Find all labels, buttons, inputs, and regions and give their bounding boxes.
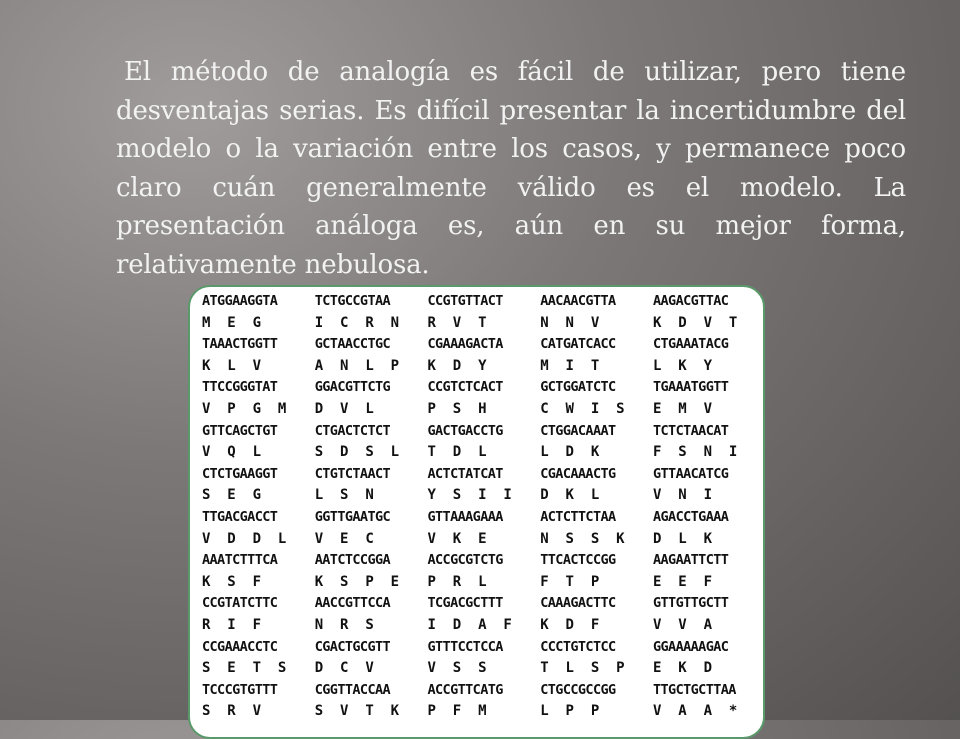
amino-acid-block: D C V bbox=[314, 660, 374, 677]
amino-acid-block: P R L bbox=[427, 573, 487, 590]
dna-codon-block: AAGACGTTAC bbox=[653, 293, 729, 309]
amino-acid-block: V Q L bbox=[202, 444, 262, 461]
dna-codon-block: GTTTCCTCCA bbox=[427, 638, 503, 655]
amino-acid-block: N R S bbox=[314, 617, 374, 633]
amino-acid-block: P S H bbox=[427, 401, 487, 417]
dna-codon-block: TGAAATGGTT bbox=[653, 379, 729, 396]
sequence-image-panel bbox=[188, 285, 765, 739]
amino-acid-row bbox=[202, 311, 757, 335]
amino-acid-block: V D D L bbox=[202, 530, 287, 547]
amino-acid-block: S D S L bbox=[314, 444, 400, 461]
amino-acid-row bbox=[202, 570, 757, 594]
amino-acid-block: L P P bbox=[540, 703, 600, 720]
amino-acid-block: V N I bbox=[653, 487, 713, 504]
dna-codon-block: CCCTGTCTCC bbox=[540, 638, 616, 655]
amino-acid-block: S E T S bbox=[202, 660, 287, 677]
dna-codon-block: AGACCTGAAA bbox=[653, 509, 729, 525]
dna-sequence-row bbox=[202, 635, 757, 659]
amino-acid-block: D V L bbox=[314, 401, 374, 417]
amino-acid-row bbox=[202, 483, 757, 507]
amino-acid-block: N N V bbox=[540, 314, 600, 331]
amino-acid-block: K S F bbox=[202, 573, 262, 590]
amino-acid-block: F T P bbox=[540, 573, 600, 590]
amino-acid-block: K S P E bbox=[314, 573, 400, 590]
amino-acid-row bbox=[202, 656, 757, 680]
amino-acid-block: D K L bbox=[540, 487, 600, 504]
dna-codon-block: TCGACGCTTT bbox=[427, 595, 503, 612]
amino-acid-block: K D F bbox=[540, 617, 600, 633]
dna-codon-block: AAATCTTTCA bbox=[202, 552, 278, 569]
dna-codon-block: GTTAACATCG bbox=[653, 465, 729, 482]
body-paragraph: El método de analogía es fácil de utilizar, pero tiene desventajas serias. Es difícil presentar la incertidumbre del modelo o la variación entre los casos, y permanece poco claro cuán generalmente válido es el modelo. La presentación análoga es, aún en su mejor forma, relativamente nebulosa. bbox=[116, 57, 906, 280]
amino-acid-row bbox=[202, 440, 757, 464]
amino-acid-block: V K E bbox=[427, 530, 487, 547]
amino-acid-block: V A A * bbox=[653, 703, 738, 720]
amino-acid-block: E M V bbox=[653, 401, 713, 417]
dna-sequence-row bbox=[202, 548, 757, 572]
dna-codon-block: CCGTCTCACT bbox=[427, 379, 503, 396]
dna-sequence-row bbox=[202, 462, 757, 486]
amino-acid-row bbox=[202, 613, 757, 637]
amino-acid-block: S R V bbox=[202, 703, 262, 720]
amino-acid-row bbox=[202, 397, 757, 421]
dna-codon-block: GCTAACCTGC bbox=[314, 336, 391, 353]
dna-codon-block: AAGAATTCTT bbox=[653, 552, 729, 569]
amino-acid-block: S V T K bbox=[314, 703, 400, 720]
dna-codon-block: CCGAAACCTC bbox=[202, 638, 278, 655]
dna-codon-block: GGTTGAATGC bbox=[314, 509, 391, 525]
amino-acid-block: Y S I I bbox=[427, 487, 512, 504]
amino-acid-block: F S N I bbox=[653, 444, 738, 461]
dna-codon-block: ATGGAAGGTA bbox=[202, 293, 278, 309]
dna-sequence-row bbox=[202, 419, 757, 443]
dna-sequence-row bbox=[202, 591, 757, 615]
dna-codon-block: TTGCTGCTTAA bbox=[653, 681, 736, 698]
dna-codon-block: CTGCCGCCGG bbox=[540, 681, 616, 698]
dna-codon-block: ACCGCGTCTG bbox=[427, 552, 503, 569]
dna-codon-block: TTCCGGGTAT bbox=[202, 379, 278, 396]
amino-acid-block: T D L bbox=[427, 444, 487, 461]
amino-acid-block: V S S bbox=[427, 660, 487, 677]
amino-acid-block: P F M bbox=[427, 703, 487, 720]
amino-acid-block: K L V bbox=[202, 357, 262, 374]
dna-codon-block: GGAAAAAGAC bbox=[653, 638, 729, 655]
amino-acid-block: D L K bbox=[653, 530, 713, 547]
dna-codon-block: ACTCTTCTAA bbox=[540, 509, 616, 525]
dna-codon-block: CTGAAATACG bbox=[653, 336, 729, 353]
dna-codon-block: GGACGTTCTG bbox=[314, 379, 391, 396]
amino-acid-block: T L S P bbox=[540, 660, 625, 677]
amino-acid-block: K D Y bbox=[427, 357, 487, 374]
amino-acid-block: N S S K bbox=[540, 530, 625, 547]
amino-acid-block: M E G bbox=[202, 314, 262, 331]
amino-acid-block: M I T bbox=[540, 357, 600, 374]
amino-acid-block: E K D bbox=[653, 660, 713, 677]
dna-codon-block: CTGTCTAACT bbox=[314, 465, 391, 482]
amino-acid-block: R I F bbox=[202, 617, 262, 633]
dna-codon-block: ACCGTTCATG bbox=[427, 681, 503, 698]
dna-codon-block: ACTCTATCAT bbox=[427, 465, 503, 482]
amino-acid-block: V E C bbox=[314, 530, 374, 547]
dna-codon-block: TTCACTCCGG bbox=[540, 552, 616, 569]
dna-codon-block: AACCGTTCCA bbox=[314, 595, 391, 612]
amino-acid-block: V V A bbox=[653, 617, 713, 633]
amino-acid-block: K D V T bbox=[653, 314, 738, 331]
amino-acid-block: I D A F bbox=[427, 617, 512, 633]
amino-acid-row bbox=[202, 354, 757, 378]
dna-codon-block: CGAAAGACTA bbox=[427, 336, 503, 353]
dna-codon-block: TAAACTGGTT bbox=[202, 336, 278, 353]
dna-codon-block: CCGTGTTACT bbox=[427, 293, 503, 309]
dna-codon-block: CGACTGCGTT bbox=[314, 638, 391, 655]
amino-acid-block: E E F bbox=[653, 573, 713, 590]
dna-codon-block: GACTGACCTG bbox=[427, 422, 503, 439]
dna-codon-block: CAAAGACTTC bbox=[540, 595, 616, 612]
dna-codon-block: TCTCTAACAT bbox=[653, 422, 729, 439]
dna-codon-block: AATCTCCGGA bbox=[314, 552, 391, 569]
amino-acid-block: C W I S bbox=[540, 401, 625, 417]
amino-acid-block: L S N bbox=[314, 487, 374, 504]
dna-sequence-row bbox=[202, 505, 757, 529]
dna-codon-block: AACAACGTTA bbox=[540, 293, 616, 309]
dna-codon-block: CTGACTCTCT bbox=[314, 422, 391, 439]
amino-acid-block: I C R N bbox=[314, 314, 400, 331]
dna-codon-block: GTTGTTGCTT bbox=[653, 595, 729, 612]
amino-acid-block: A N L P bbox=[314, 357, 400, 374]
dna-codon-block: TCCCGTGTTT bbox=[202, 681, 278, 698]
dna-codon-block: TCTGCCGTAA bbox=[314, 293, 391, 309]
amino-acid-block: R V T bbox=[427, 314, 487, 331]
dna-sequence-row bbox=[202, 375, 757, 399]
dna-codon-block: TTGACGACCT bbox=[202, 509, 278, 525]
dna-sequence-row bbox=[202, 289, 757, 313]
amino-acid-block: S E G bbox=[202, 487, 262, 504]
dna-codon-block: CATGATCACC bbox=[540, 336, 616, 353]
dna-codon-block: GTTAAAGAAA bbox=[427, 509, 503, 525]
dna-sequence-row bbox=[202, 678, 757, 702]
dna-codon-block: CGACAAACTG bbox=[540, 465, 616, 482]
amino-acid-row bbox=[202, 527, 757, 551]
dna-codon-block: CTGGACAAAT bbox=[540, 422, 616, 439]
amino-acid-block: L D K bbox=[540, 444, 600, 461]
dna-codon-block: CTCTGAAGGT bbox=[202, 465, 278, 482]
dna-sequence-row bbox=[202, 332, 757, 356]
dna-codon-block: CCGTATCTTC bbox=[202, 595, 278, 612]
amino-acid-block: L K Y bbox=[653, 357, 713, 374]
dna-codon-block: GTTCAGCTGT bbox=[202, 422, 278, 439]
dna-codon-block: CGGTTACCAA bbox=[314, 681, 391, 698]
dna-codon-block: GCTGGATCTC bbox=[540, 379, 616, 396]
amino-acid-block: V P G M bbox=[202, 401, 287, 417]
